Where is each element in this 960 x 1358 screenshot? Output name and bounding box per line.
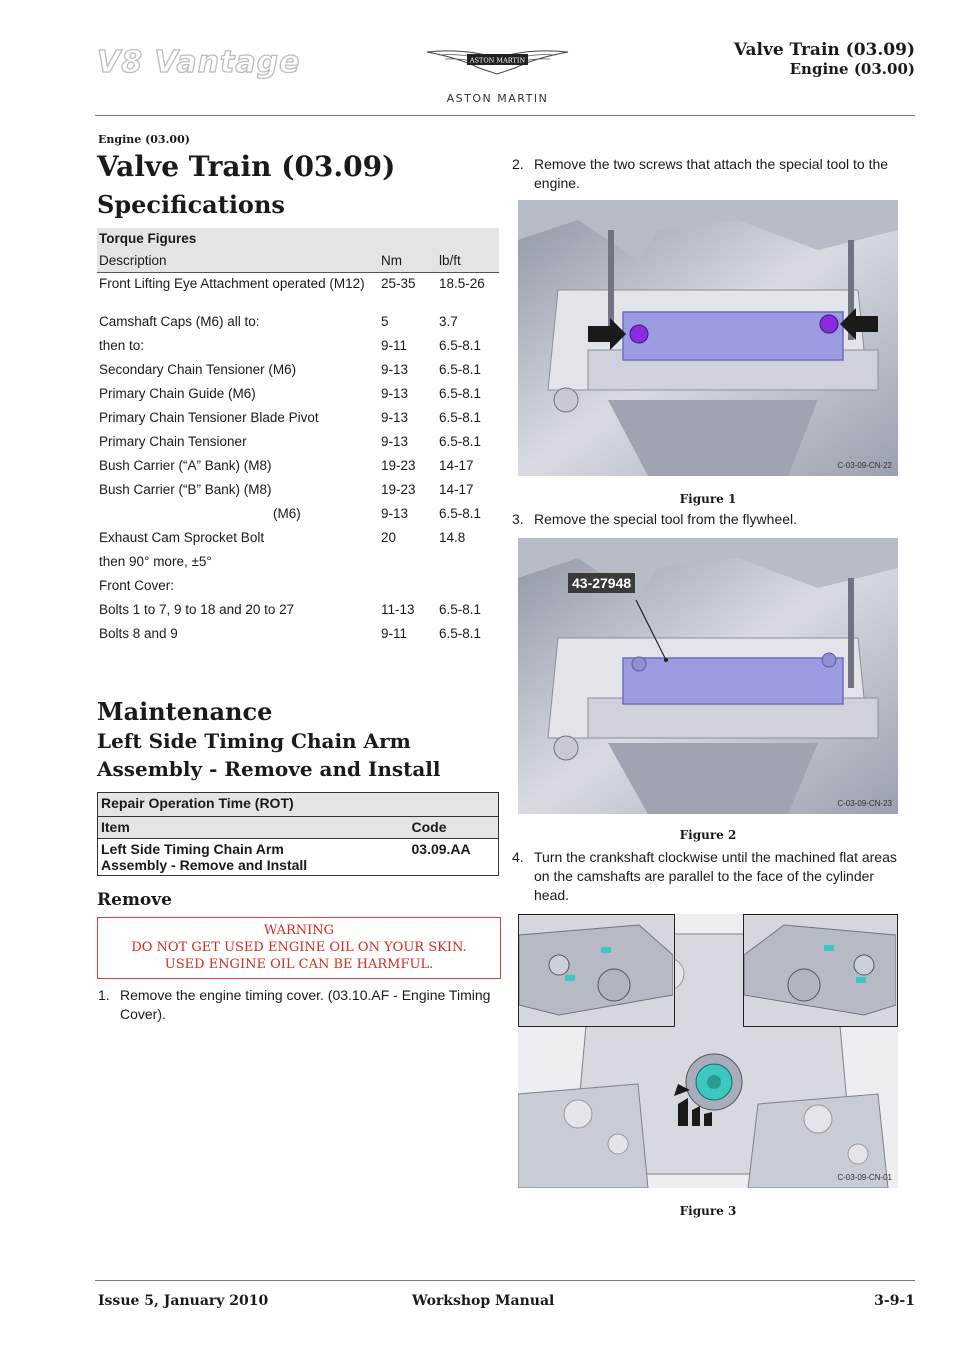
column-header: lb/ft xyxy=(437,250,499,272)
table-row xyxy=(97,407,499,431)
table-cell: Front Cover: xyxy=(99,578,175,593)
figure-caption: Figure 2 xyxy=(679,828,737,842)
table-cell: Camshaft Caps (M6) all to: xyxy=(99,314,260,329)
screw-icon xyxy=(630,325,648,343)
table-cell: Bush Carrier (“B” Bank) (M8) xyxy=(99,482,272,497)
warning-box xyxy=(97,917,501,979)
table-cell: 6.5-8.1 xyxy=(439,506,482,521)
table-row xyxy=(97,272,499,311)
figure-code: C-03-09-CN-22 xyxy=(837,461,892,470)
table-cell: 20 xyxy=(381,530,397,545)
table-cell: 14-17 xyxy=(439,458,474,473)
table-row xyxy=(97,623,499,647)
table-row xyxy=(97,551,499,575)
torque-figures-table xyxy=(97,228,499,647)
warning-text: DO NOT GET USED ENGINE OIL ON YOUR SKIN. USED ENGINE OIL CAN BE HARMFUL. xyxy=(131,940,467,972)
procedure-heading: Left Side Timing Chain Arm Assembly - Remove and Install xyxy=(97,729,441,781)
table-cell: 6.5-8.1 xyxy=(439,338,482,353)
v8-vantage-logo xyxy=(95,44,310,80)
table-cell: 6.5-8.1 xyxy=(439,362,482,377)
rot-code: 03.09.AA xyxy=(411,841,471,857)
camshaft-inset-right xyxy=(743,914,898,1027)
header-rule xyxy=(95,115,915,116)
table-cell: (M6) xyxy=(273,506,301,521)
header-chapter-title: Engine (03.00) xyxy=(789,60,915,78)
table-cell: then 90° more, ±5° xyxy=(99,554,212,569)
step-item xyxy=(512,155,912,193)
column-header: Nm xyxy=(379,250,437,272)
table-cell: 9-11 xyxy=(381,626,408,641)
rot-item: Left Side Timing Chain Arm Assembly - Remove and Install xyxy=(101,841,308,873)
step-number: 3. xyxy=(512,511,524,527)
specifications-heading: Specifications xyxy=(97,190,285,219)
table-row xyxy=(97,527,499,551)
step-number: 1. xyxy=(98,987,110,1003)
table-cell: Bolts 1 to 7, 9 to 18 and 20 to 27 xyxy=(99,602,295,617)
step-text: Remove the two screws that attach the special tool to the engine. xyxy=(534,156,889,191)
table-cell: 9-13 xyxy=(381,362,409,377)
table-cell: Front Lifting Eye Attachment operated (M12) xyxy=(99,275,365,291)
step-item xyxy=(512,848,912,905)
table-cell: 6.5-8.1 xyxy=(439,386,482,401)
column-header: Item xyxy=(98,817,409,839)
special-tool xyxy=(623,658,843,704)
table-cell: 6.5-8.1 xyxy=(439,602,482,617)
table-cell: 9-11 xyxy=(381,338,408,353)
table-cell: Primary Chain Tensioner Blade Pivot xyxy=(99,410,319,425)
page-title: Valve Train (03.09) xyxy=(97,150,396,183)
camshaft-inset-left xyxy=(518,914,675,1027)
rot-caption: Repair Operation Time (ROT) xyxy=(98,793,499,817)
step-text: Remove the special tool from the flywheel. xyxy=(534,511,798,527)
table-cell: 25-35 xyxy=(381,275,416,291)
table-row xyxy=(97,359,499,383)
figure-2-image xyxy=(518,538,898,814)
column-header: Description xyxy=(97,250,379,272)
step-item xyxy=(98,986,498,1024)
running-header xyxy=(734,40,915,78)
table-cell: 11-13 xyxy=(381,602,415,617)
hole-icon xyxy=(632,657,646,671)
step-text: Turn the crankshaft clockwise until the machined flat areas on the camshafts are parallel to the face of the cylinder head. xyxy=(534,849,897,903)
table-row xyxy=(97,575,499,599)
table-cell: 18.5-26 xyxy=(439,275,485,291)
brand-text: V8 Vantage xyxy=(97,45,301,80)
maintenance-heading: Maintenance xyxy=(97,697,273,726)
table-cell: 5 xyxy=(381,314,389,329)
step-number: 2. xyxy=(512,156,524,172)
step-text: Remove the engine timing cover. (03.10.AF - Engine Timing Cover). xyxy=(120,987,491,1022)
table-row xyxy=(97,431,499,455)
screw-icon xyxy=(820,315,838,333)
table-cell: Bolts 8 and 9 xyxy=(99,626,178,641)
wings-icon xyxy=(425,44,570,88)
table-cell xyxy=(379,575,437,599)
table-cell: then to: xyxy=(99,338,145,353)
footer-manual: Workshop Manual xyxy=(412,1293,555,1309)
table-caption: Torque Figures xyxy=(97,228,499,250)
table-cell: 14.8 xyxy=(439,530,466,545)
figure-caption: Figure 1 xyxy=(679,492,737,506)
footer-rule xyxy=(95,1280,915,1281)
table-cell xyxy=(379,551,437,575)
tool-number-label: 43-27948 xyxy=(568,573,635,593)
table-cell: 6.5-8.1 xyxy=(439,626,482,641)
hole-icon xyxy=(822,653,836,667)
column-header: Code xyxy=(409,817,499,839)
table-row xyxy=(97,455,499,479)
rot-table xyxy=(97,792,499,876)
table-cell: 19-23 xyxy=(381,458,416,473)
table-row xyxy=(97,311,499,335)
table-cell: Primary Chain Guide (M6) xyxy=(99,386,256,401)
table-cell xyxy=(437,551,499,575)
table-cell: Bush Carrier (“A” Bank) (M8) xyxy=(99,458,272,473)
table-cell: 6.5-8.1 xyxy=(439,410,482,425)
footer-issue: Issue 5, January 2010 xyxy=(98,1293,269,1309)
figure-code: C-03-09-CN-23 xyxy=(837,799,892,808)
table-cell: Primary Chain Tensioner xyxy=(99,434,247,449)
table-caption-row xyxy=(97,228,499,250)
table-cell: 19-23 xyxy=(381,482,416,497)
svg-text:ASTON MARTIN: ASTON MARTIN xyxy=(469,56,526,65)
rot-caption-row xyxy=(98,793,499,817)
remove-heading: Remove xyxy=(97,890,172,910)
aston-martin-logo xyxy=(425,44,570,108)
table-row xyxy=(97,383,499,407)
footer-page-number: 3-9-1 xyxy=(874,1293,915,1309)
table-row xyxy=(97,335,499,359)
table-cell: 9-13 xyxy=(381,410,409,425)
table-cell: 14-17 xyxy=(439,482,474,497)
figure-1-image xyxy=(518,200,898,476)
warning-title: WARNING xyxy=(263,923,335,938)
figure-3-image xyxy=(518,914,898,1188)
header-section-title: Valve Train (03.09) xyxy=(733,40,915,60)
step-item xyxy=(512,510,912,529)
table-cell: 6.5-8.1 xyxy=(439,434,482,449)
table-cell: Exhaust Cam Sprocket Bolt xyxy=(99,530,265,545)
logo-wordmark: ASTON MARTIN xyxy=(446,92,549,105)
page-header xyxy=(0,0,960,118)
table-cell: 3.7 xyxy=(439,314,458,329)
special-tool xyxy=(623,312,843,360)
figure-code: C-03-09-CN-01 xyxy=(837,1173,892,1182)
table-row xyxy=(97,599,499,623)
table-cell xyxy=(437,575,499,599)
chapter-kicker: Engine (03.00) xyxy=(98,133,190,146)
table-row xyxy=(97,479,499,503)
table-row xyxy=(98,839,499,876)
table-header-row xyxy=(97,250,499,272)
step-number: 4. xyxy=(512,849,524,865)
table-cell: Secondary Chain Tensioner (M6) xyxy=(99,362,297,377)
table-cell: 9-13 xyxy=(381,506,409,521)
figure-caption: Figure 3 xyxy=(679,1204,737,1218)
table-cell: 9-13 xyxy=(381,434,409,449)
rot-header-row xyxy=(98,817,499,839)
table-row xyxy=(97,503,499,527)
table-cell: 9-13 xyxy=(381,386,409,401)
